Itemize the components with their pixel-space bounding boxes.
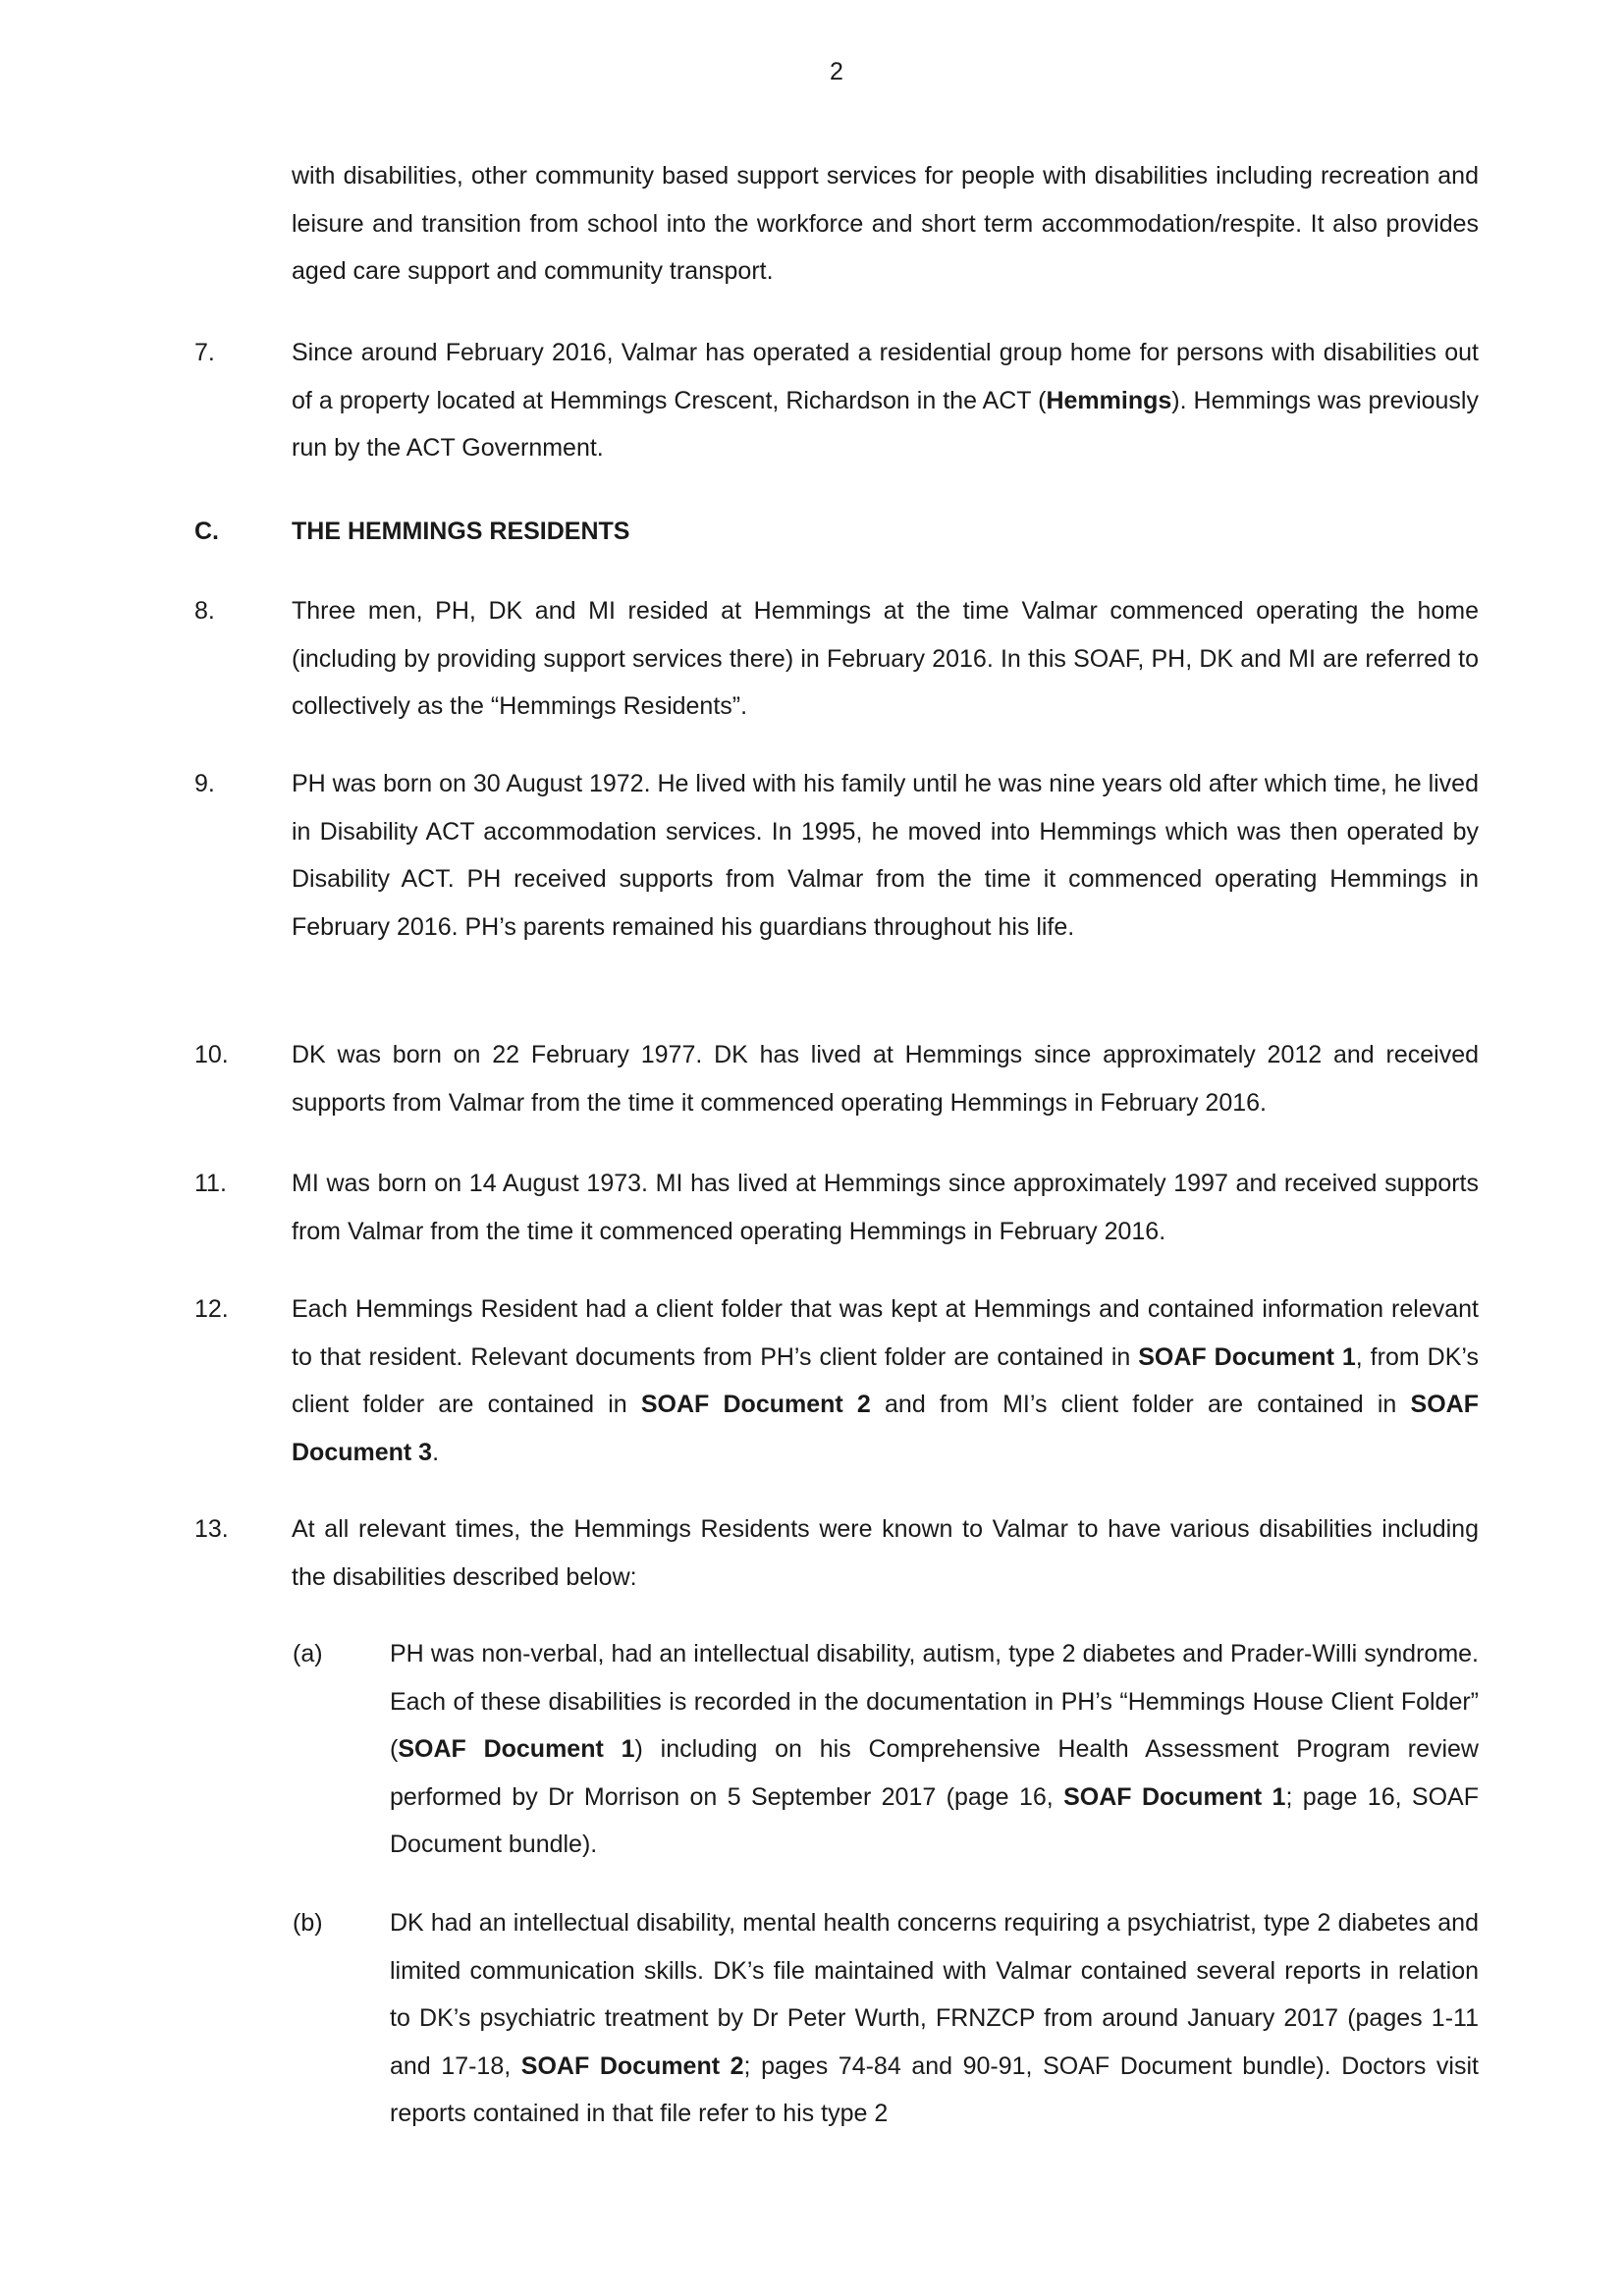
paragraph-number: 7. — [194, 339, 215, 366]
paragraph-text: ). Hemmings was previously run by the ACT Government. — [292, 386, 1479, 462]
paragraph-text: MI was born on 14 August 1973. MI has lived at Hemmings since approximately 1997 and received supports from Valmar from the time it commenced operating Hemmings in February 2016. — [292, 1170, 1479, 1245]
subparagraph-text: ; page 16, SOAF Document bundle). — [390, 1782, 1479, 1858]
paragraph-text: Three men, PH, DK and MI resided at Hemmings at the time Valmar commenced operating the home (including by providing support services there) in February 2016. In this SOAF, PH, DK and MI are referred to collectively as the “Hemmings Residents”. — [292, 597, 1479, 720]
page-number: 2 — [830, 58, 843, 85]
paragraph-number: 8. — [194, 597, 215, 625]
paragraph-11 — [194, 1160, 1479, 1255]
subparagraph-b — [293, 1899, 1479, 2138]
subparagraph-text: ) including on his Comprehensive Health Assessment Program review performed by Dr Morrison on 5 September 2017 (page 16, — [390, 1735, 1479, 1811]
paragraph-8 — [194, 587, 1479, 731]
subparagraph-label: (a) — [293, 1640, 323, 1667]
document-reference: SOAF Document 1 — [398, 1735, 635, 1763]
section-heading — [194, 508, 1479, 556]
subparagraph-a — [293, 1630, 1479, 1869]
paragraph-7 — [194, 329, 1479, 472]
document-reference: SOAF Document 2 — [640, 1391, 871, 1418]
subparagraph-text: PH was non-verbal, had an intellectual disability, autism, type 2 diabetes and Prader-Willi syndrome. Each of these disabilities is recorded in the documentation in PH’s “Hemmings House Client Folder” ( — [390, 1640, 1479, 1763]
continuation-paragraph: with disabilities, other community based support services for people with disabilities including recreation and leisure and transition from school into the workforce and short term accommodation/respite. It also provides aged care support and community transport. — [292, 162, 1479, 285]
paragraph-text: Since around February 2016, Valmar has operated a residential group home for persons with disabilities out of a property located at Hemmings Crescent, Richardson in the ACT ( — [292, 339, 1479, 414]
paragraph-12 — [194, 1285, 1479, 1476]
defined-term: Hemmings — [1046, 386, 1172, 414]
document-reference: SOAF Document 1 — [1138, 1342, 1356, 1371]
document-reference: SOAF Document 1 — [1063, 1782, 1286, 1811]
paragraph-10 — [194, 1031, 1479, 1126]
paragraph-number: 11. — [194, 1170, 227, 1197]
paragraph-9 — [194, 760, 1479, 951]
paragraph-13 — [194, 1505, 1479, 1601]
paragraph-text: and from MI’s client folder are contained in — [870, 1391, 1411, 1418]
paragraph-text: . — [432, 1438, 440, 1466]
section-title: THE HEMMINGS RESIDENTS — [292, 518, 630, 545]
paragraph-text: , from DK’s client folder are contained in — [292, 1342, 1479, 1418]
subparagraph-text: ; pages 74-84 and 90-91, SOAF Document bundle). Doctors visit reports contained in that file refer to his type 2 — [390, 2051, 1479, 2127]
paragraph-text: At all relevant times, the Hemmings Residents were known to Valmar to have various disabilities including the disabilities described below: — [292, 1515, 1479, 1591]
paragraph-number: 13. — [194, 1515, 229, 1543]
paragraph-number: 12. — [194, 1295, 229, 1323]
paragraph-number: 9. — [194, 770, 215, 797]
subparagraph-label: (b) — [293, 1909, 323, 1937]
paragraph-number: 10. — [194, 1041, 229, 1068]
section-label: C. — [194, 518, 219, 545]
document-reference: SOAF Document 3 — [292, 1391, 1479, 1466]
paragraph-text: Each Hemmings Resident had a client folder that was kept at Hemmings and contained information relevant to that resident. Relevant documents from PH’s client folder are contained in — [292, 1295, 1479, 1371]
subparagraph-text: DK had an intellectual disability, mental health concerns requiring a psychiatrist, type 2 diabetes and limited communication skills. DK’s file maintained with Valmar contained several reports in relation to DK’s psychiatric treatment by Dr Peter Wurth, FRNZCP from around January 2017 (pages 1-11 and 17-18, — [390, 1909, 1479, 2080]
paragraph-text: DK was born on 22 February 1977. DK has lived at Hemmings since approximately 2012 and received supports from Valmar from the time it commenced operating Hemmings in February 2016. — [292, 1041, 1479, 1117]
document-reference: SOAF Document 2 — [520, 2051, 744, 2080]
paragraph-text: PH was born on 30 August 1972. He lived with his family until he was nine years old after which time, he lived in Disability ACT accommodation services. In 1995, he moved into Hemmings which was then operated by Disability ACT. PH received supports from Valmar from the time it commenced operating Hemmings in February 2016. PH’s parents remained his guardians throughout his life. — [292, 770, 1479, 941]
